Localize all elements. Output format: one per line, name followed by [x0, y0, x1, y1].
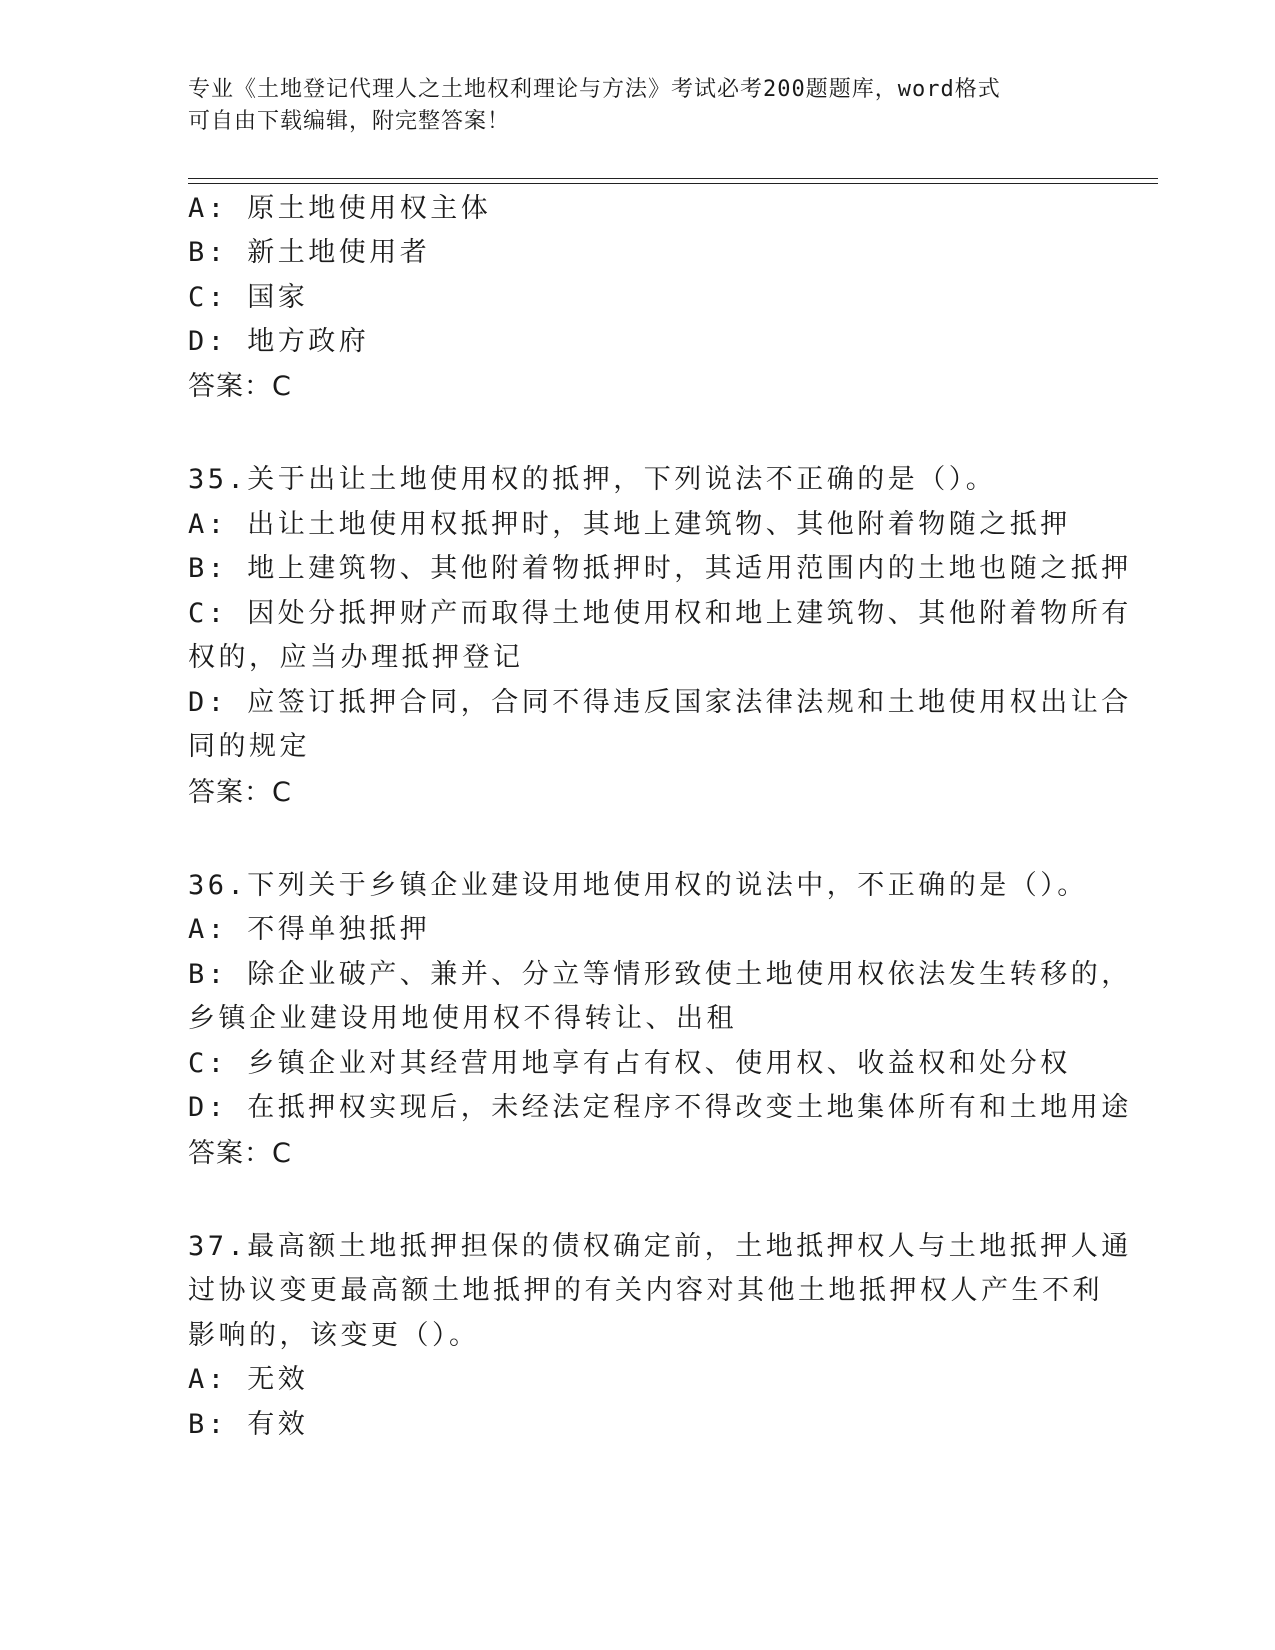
q35-option-c-line-2: 权的，应当办理抵押登记 [188, 642, 524, 673]
q34-option-a: A: 原土地使用权主体 [188, 193, 492, 224]
q35-stem: 35.关于出让土地使用权的抵押，下列说法不正确的是（）。 [188, 464, 997, 495]
q36-option-b-line-2: 乡镇企业建设用地使用权不得转让、出租 [188, 1003, 737, 1034]
q34-option-c: C: 国家 [188, 282, 309, 313]
q37-stem-line-2: 过协议变更最高额土地抵押的有关内容对其他土地抵押权人产生不利 [188, 1275, 1103, 1306]
q37-stem-line-3: 影响的，该变更（）。 [188, 1320, 480, 1351]
header-divider-top [188, 178, 1158, 179]
q35-option-d-line-1: D: 应签订抵押合同，合同不得违反国家法律法规和土地使用权出让合 [188, 687, 1132, 718]
q37-stem-line-1: 37.最高额土地抵押担保的债权确定前，土地抵押权人与土地抵押人通 [188, 1231, 1132, 1262]
q37-option-a: A: 无效 [188, 1364, 309, 1395]
q34-option-b: B: 新土地使用者 [188, 237, 431, 268]
q36-option-c: C: 乡镇企业对其经营用地享有占有权、使用权、收益权和处分权 [188, 1048, 1071, 1079]
header-line-2: 可自由下载编辑，附完整答案！ [188, 109, 511, 134]
q34-option-d: D: 地方政府 [188, 326, 370, 357]
q35-option-b: B: 地上建筑物、其他附着物抵押时，其适用范围内的土地也随之抵押 [188, 553, 1132, 584]
q35-option-a: A: 出让土地使用权抵押时，其地上建筑物、其他附着物随之抵押 [188, 509, 1071, 540]
q36-answer: 答案：C [188, 1138, 292, 1169]
header-line-1: 专业《土地登记代理人之土地权利理论与方法》考试必考200题题库，word格式 [188, 77, 1001, 102]
q37-option-b: B: 有效 [188, 1409, 309, 1440]
q36-option-d: D: 在抵押权实现后，未经法定程序不得改变土地集体所有和土地用途 [188, 1092, 1132, 1123]
q36-stem: 36.下列关于乡镇企业建设用地使用权的说法中，不正确的是（）。 [188, 870, 1088, 901]
header-divider-bottom [188, 183, 1158, 184]
q35-option-c-line-1: C: 因处分抵押财产而取得土地使用权和地上建筑物、其他附着物所有 [188, 598, 1132, 629]
q36-option-b-line-1: B: 除企业破产、兼并、分立等情形致使土地使用权依法发生转移的， [188, 959, 1132, 990]
document-header [188, 74, 1068, 138]
q35-answer: 答案：C [188, 777, 292, 808]
q36-option-a: A: 不得单独抵押 [188, 914, 431, 945]
q35-option-d-line-2: 同的规定 [188, 731, 310, 762]
q34-answer: 答案：C [188, 371, 292, 402]
